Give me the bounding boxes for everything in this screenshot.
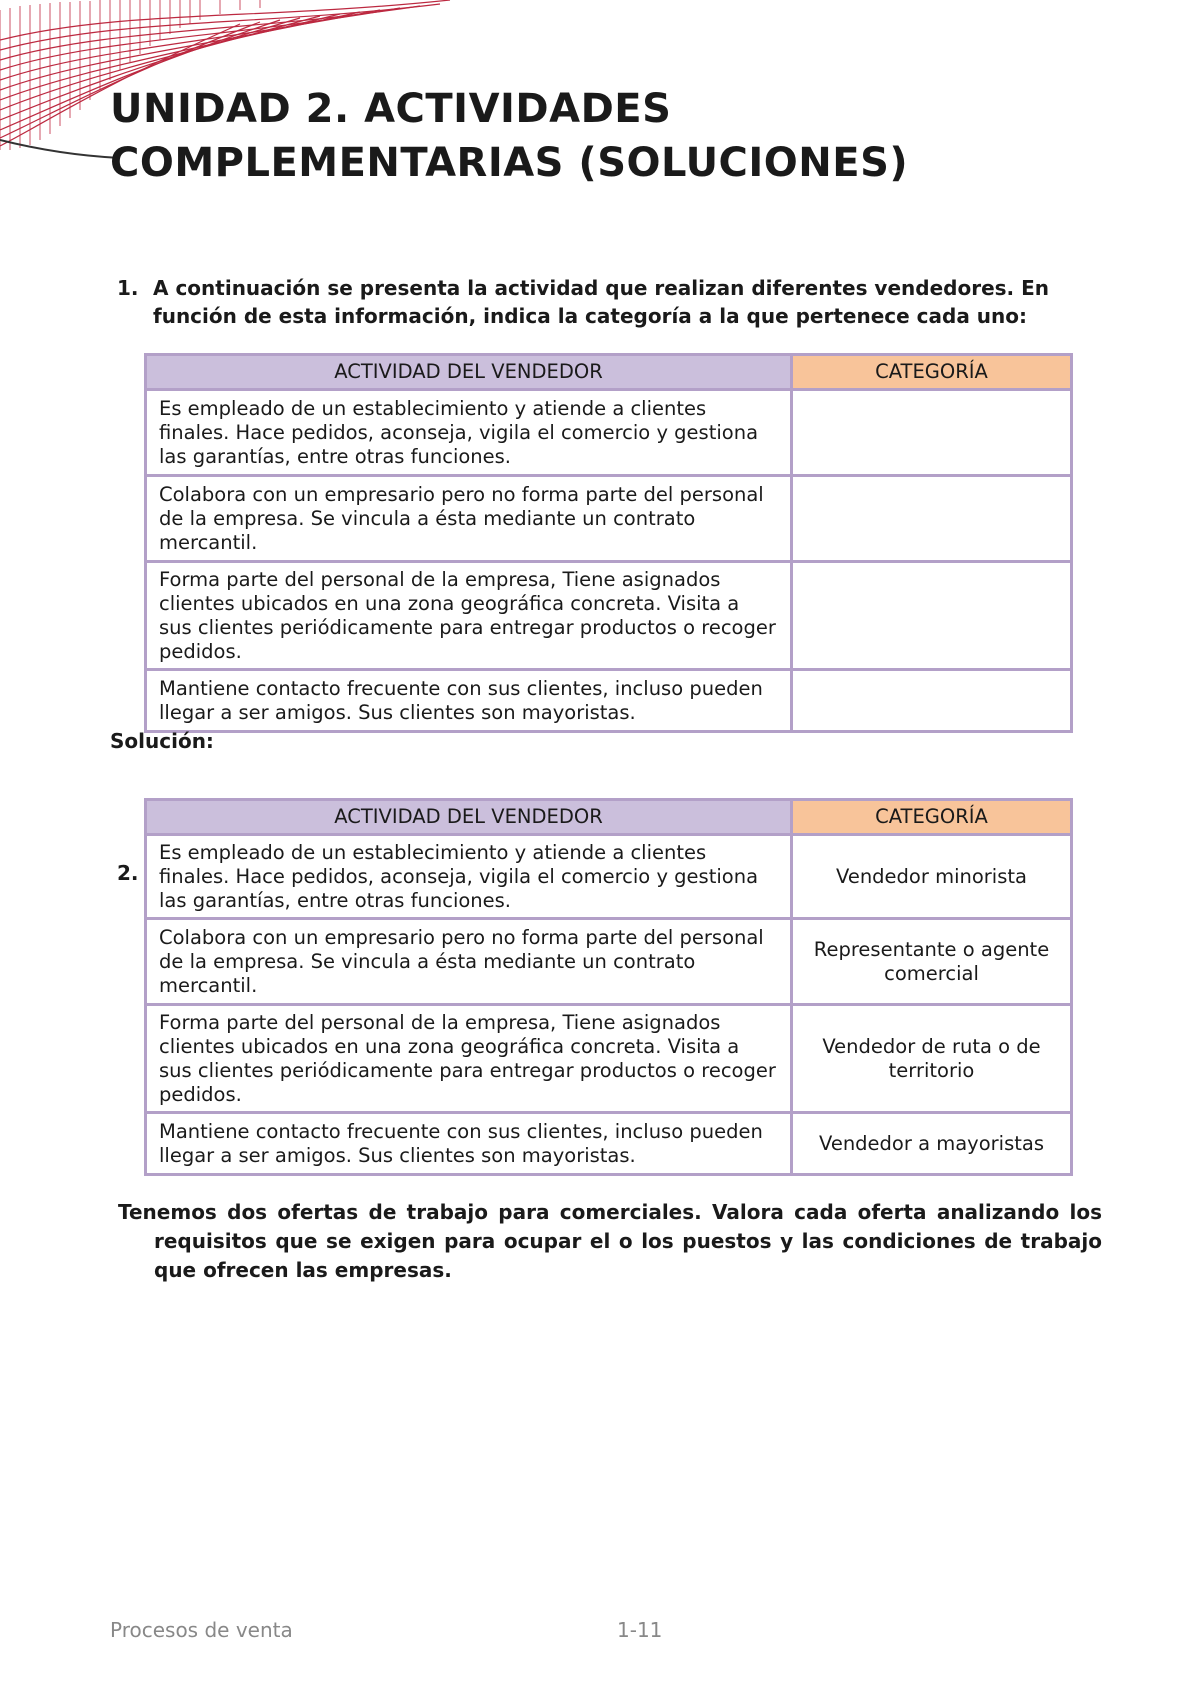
page-title-line1: UNIDAD 2. ACTIVIDADES xyxy=(110,86,672,132)
page-title xyxy=(110,82,1110,190)
category-cell: Vendedor minorista xyxy=(792,835,1072,919)
activity-cell: Mantiene contacto frecuente con sus clientes, incluso pueden llegar a ser amigos. Sus clientes son mayoristas. xyxy=(146,1113,792,1175)
table-header-row xyxy=(146,800,1072,835)
activity-table-blank xyxy=(144,353,1073,733)
question-1-number: 1. xyxy=(117,276,139,300)
activity-cell: Es empleado de un establecimiento y atiende a clientes finales. Hace pedidos, aconseja, vigila el comercio y gestiona las garantías, entre otras funciones. xyxy=(146,390,792,476)
table-row xyxy=(146,390,1072,476)
table-row xyxy=(146,476,1072,562)
activity-cell: Es empleado de un establecimiento y atiende a clientes finales. Hace pedidos, aconseja, vigila el comercio y gestiona las garantías, entre otras funciones. xyxy=(146,835,792,919)
category-cell xyxy=(792,476,1072,562)
category-cell xyxy=(792,562,1072,670)
footer-page-number: 1-11 xyxy=(617,1618,663,1642)
table-header-row xyxy=(146,355,1072,390)
question-2-number: 2. xyxy=(117,861,139,885)
activity-cell: Colabora con un empresario pero no forma parte del personal de la empresa. Se vincula a ésta mediante un contrato mercantil. xyxy=(146,919,792,1005)
table-row xyxy=(146,562,1072,670)
table-row xyxy=(146,670,1072,732)
footer-course-title: Procesos de venta xyxy=(110,1618,293,1642)
category-cell xyxy=(792,670,1072,732)
activity-cell: Mantiene contacto frecuente con sus clientes, incluso pueden llegar a ser amigos. Sus clientes son mayoristas. xyxy=(146,670,792,732)
question-1-text: A continuación se presenta la actividad que realizan diferentes vendedores. En función de esta información, indica la categoría a la que pertenece cada uno: xyxy=(153,276,1050,328)
activity-table-solution xyxy=(144,798,1073,1176)
header-category: CATEGORÍA xyxy=(792,355,1072,390)
activity-cell: Colabora con un empresario pero no forma parte del personal de la empresa. Se vincula a ésta mediante un contrato mercantil. xyxy=(146,476,792,562)
header-activity: ACTIVIDAD DEL VENDEDOR xyxy=(146,800,792,835)
category-cell: Representante o agente comercial xyxy=(792,919,1072,1005)
table-row xyxy=(146,919,1072,1005)
table-row xyxy=(146,1113,1072,1175)
category-cell: Vendedor a mayoristas xyxy=(792,1113,1072,1175)
page-title-line2: COMPLEMENTARIAS (SOLUCIONES) xyxy=(110,140,909,186)
category-cell: Vendedor de ruta o de territorio xyxy=(792,1005,1072,1113)
header-activity: ACTIVIDAD DEL VENDEDOR xyxy=(146,355,792,390)
table-row xyxy=(146,835,1072,919)
activity-cell: Forma parte del personal de la empresa, Tiene asignados clientes ubicados en una zona geográfica concreta. Visita a sus clientes periódicamente para entregar productos o recoger pedidos. xyxy=(146,562,792,670)
solution-label: Solución: xyxy=(110,729,214,753)
category-cell xyxy=(792,390,1072,476)
activity-cell: Forma parte del personal de la empresa, Tiene asignados clientes ubicados en una zona geográfica concreta. Visita a sus clientes periódicamente para entregar productos o recoger pedidos. xyxy=(146,1005,792,1113)
table-row xyxy=(146,1005,1072,1113)
header-category: CATEGORÍA xyxy=(792,800,1072,835)
question-3-text: Tenemos dos ofertas de trabajo para comerciales. Valora cada oferta analizando los requisitos que se exigen para ocupar el o los puestos y las condiciones de trabajo que ofrecen las empresas. xyxy=(118,1200,1102,1282)
